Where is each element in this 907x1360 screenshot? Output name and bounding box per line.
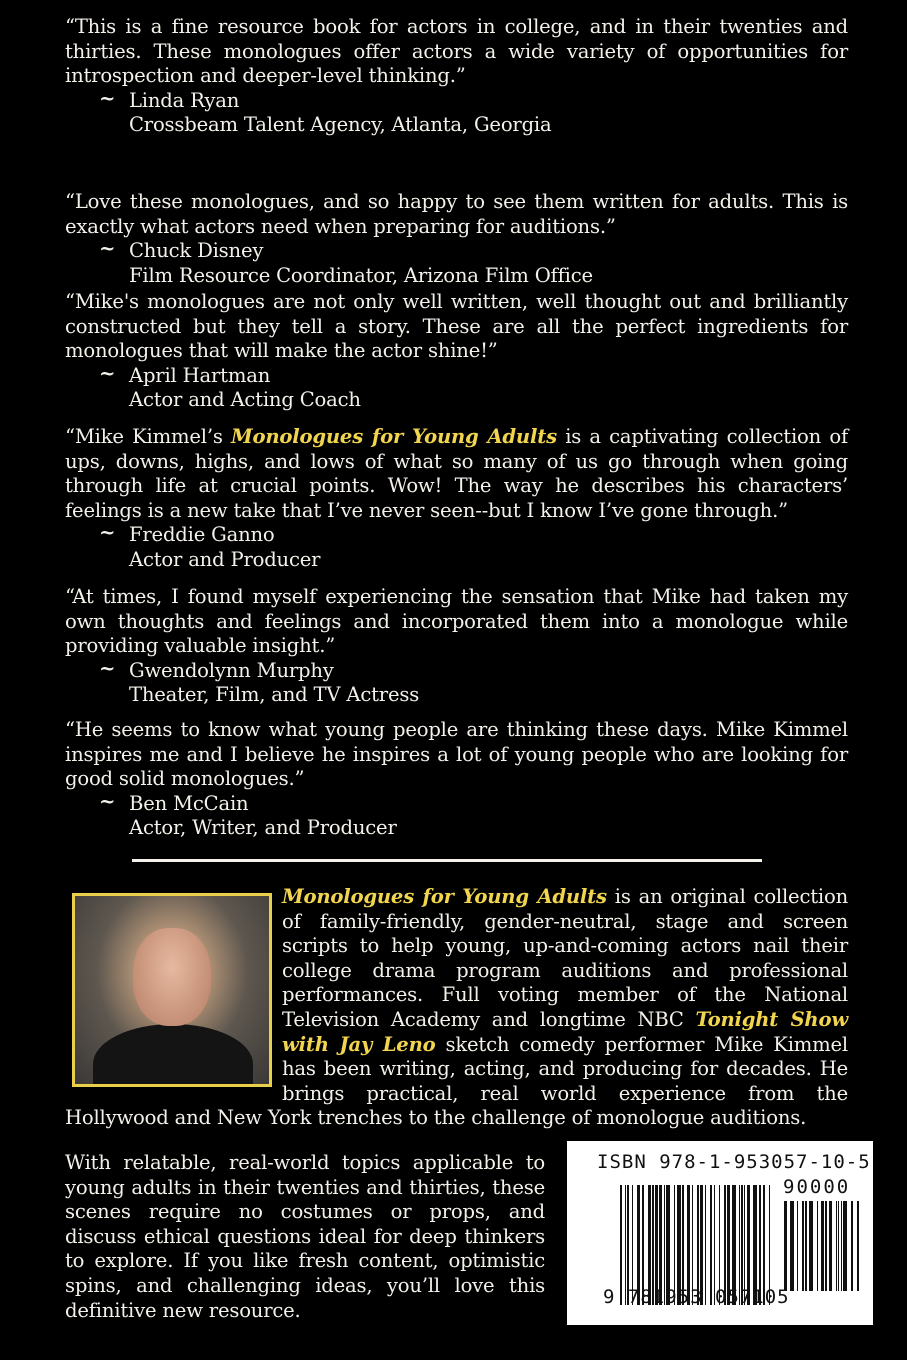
barcode-bar — [843, 1201, 847, 1291]
barcode-bar — [857, 1201, 859, 1291]
book-blurb: With relatable, real-world topics applicable to young adults in their twenties and thirties, these scenes require no costumes or props, and discuss ethical questions ideal for deep thinkers to explore. If you like fresh content, optimistic spins, and challenging ideas, you’ll love this definitive new resource. — [65, 1151, 545, 1322]
tilde-mark: ~ — [99, 86, 116, 110]
bio-text-2: sketch comedy performer Mike Kimmel has been writing, acting, and producing for decades. He brings practical, real world experience from the Hollywood and New York trenches to the challenge of monologue auditions. — [65, 1032, 848, 1130]
tilde-mark: ~ — [99, 361, 116, 385]
testimonial-role: Film Resource Coordinator, Arizona Film Office — [129, 263, 593, 287]
testimonial-role: Actor and Acting Coach — [129, 388, 361, 412]
testimonial-role: Crossbeam Talent Agency, Atlanta, Georgia — [129, 113, 552, 137]
testimonial-name: Gwendolynn Murphy — [129, 658, 334, 682]
isbn-barcode — [567, 1141, 873, 1325]
testimonial-role: Theater, Film, and TV Actress — [129, 683, 420, 707]
barcode-bar — [797, 1201, 798, 1291]
testimonial-name: Chuck Disney — [129, 239, 264, 263]
barcode-bar — [841, 1201, 842, 1291]
barcode-bar — [802, 1201, 804, 1291]
barcode-bar — [784, 1201, 787, 1291]
barcode-bar — [809, 1201, 813, 1291]
testimonial-name: April Hartman — [129, 363, 271, 387]
testimonial-quote: “He seems to know what young people are thinking these days. Mike Kimmel inspires me and I believe he inspires a lot of young people who are looking for good solid monologues.” — [65, 718, 848, 791]
barcode-bar — [805, 1201, 807, 1291]
tilde-mark: ~ — [99, 521, 116, 545]
testimonial — [65, 585, 848, 708]
tilde-mark: ~ — [99, 237, 116, 261]
testimonial — [65, 425, 848, 573]
testimonial-role: Actor, Writer, and Producer — [129, 816, 397, 840]
testimonial — [65, 290, 848, 413]
testimonial-quote: “At times, I found myself experiencing the sensation that Mike had taken my own thoughts and feelings and incorporated them into a monologue while providing valuable insight.” — [65, 585, 848, 658]
barcode-bar — [825, 1201, 827, 1291]
barcode-bar — [836, 1201, 837, 1291]
barcode-bar — [821, 1201, 824, 1291]
book-title: Monologues for Young Adults — [282, 885, 607, 908]
testimonial-attribution — [65, 361, 848, 413]
tilde-mark: ~ — [99, 656, 116, 680]
testimonial-name: Ben McCain — [129, 791, 249, 815]
divider-rule — [132, 859, 762, 862]
bio-text: is an original collection of family-friendly, gender-neutral, stage and screen scripts to help young, up-and-coming actors nail their college drama program auditions and professional performances. Full voting member of the National Television Academy and longtime NBC — [282, 885, 848, 1031]
testimonial-attribution — [65, 239, 848, 288]
ean-number: 9 781953 057105 — [603, 1286, 790, 1308]
testimonial — [65, 190, 848, 288]
barcode-bar — [838, 1201, 839, 1291]
author-bio — [65, 885, 848, 1131]
isbn-text: ISBN 978-1-953057-10-5 — [597, 1151, 871, 1173]
testimonial-name: Linda Ryan — [129, 88, 240, 112]
testimonial-attribution — [65, 86, 848, 138]
testimonial-attribution — [65, 523, 848, 572]
author-photo — [72, 893, 272, 1087]
testimonial — [65, 15, 848, 138]
barcode-bar — [851, 1201, 853, 1291]
addon-bars — [784, 1201, 859, 1291]
barcode-bar — [790, 1201, 794, 1291]
testimonial-quote: “Mike's monologues are not only well written, well thought out and brilliantly constructed but they tell a story. These are all the perfect ingredients for monologues that will make the actor shine!” — [65, 290, 848, 363]
barcode-bar — [817, 1201, 818, 1291]
testimonial-quote: “Love these monologues, and so happy to see them written for adults. This is exactly what actors need when preparing for auditions.” — [65, 190, 848, 238]
show-title: Tonight Show with Jay Leno — [282, 1007, 848, 1056]
testimonial-quote: “This is a fine resource book for actors in college, and in their twenties and thirties. These monologues offer actors a wide variety of opportunities for introspection and deeper-level thinking.” — [65, 15, 848, 88]
price-addon: 90000 — [783, 1176, 851, 1198]
barcode-bar — [829, 1201, 832, 1291]
testimonial-attribution — [65, 656, 848, 708]
testimonial-attribution — [65, 789, 848, 841]
tilde-mark: ~ — [99, 789, 116, 813]
testimonial-name: Freddie Ganno — [129, 523, 275, 547]
testimonial-role: Actor and Producer — [129, 547, 321, 571]
testimonial — [65, 718, 848, 841]
testimonial-quote: “Mike Kimmel’s Monologues for Young Adults is a captivating collection of ups, downs, highs, and lows of what so many of us go through when going through life at crucial points. Wow! The way he describes his characters’ feelings is a new take that I’ve never seen--but I know I’ve gone through.” — [65, 425, 848, 522]
